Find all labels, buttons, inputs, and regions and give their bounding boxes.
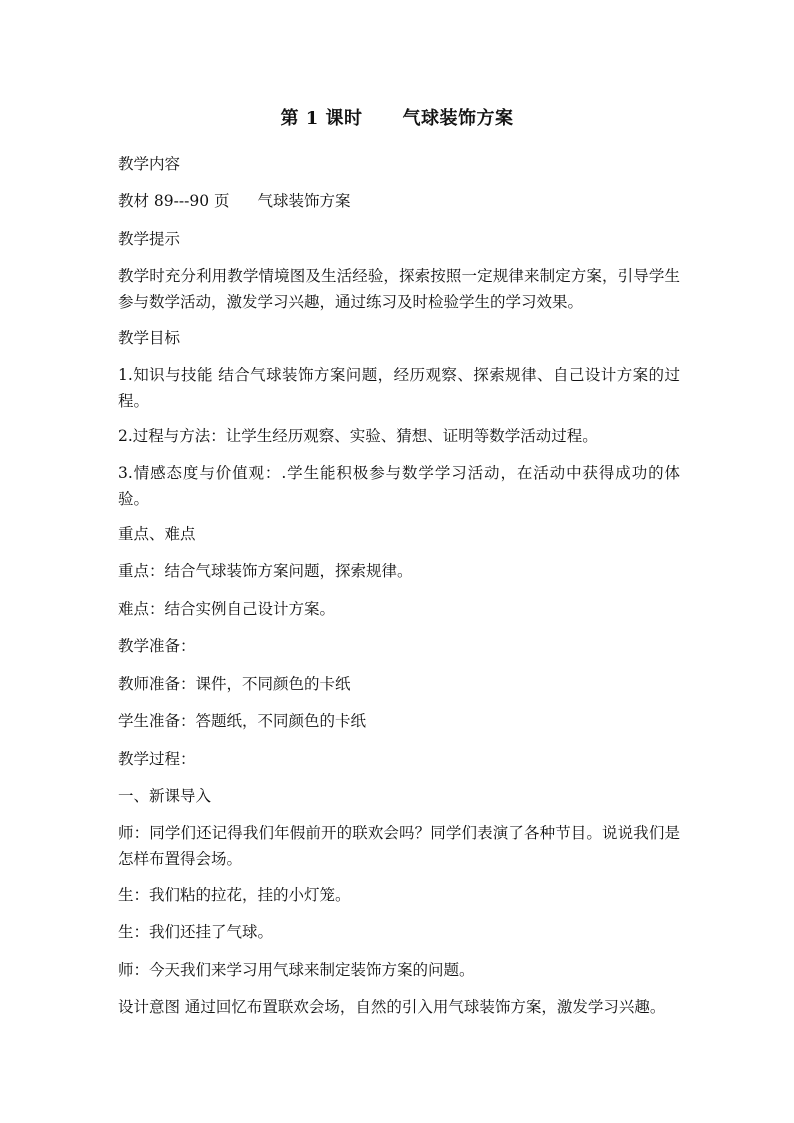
teaching-hint-text: 教学时充分利用教学情境图及生活经验，探索按照一定规律来制定方案，引导学生参与数学活动，激发学习兴趣，通过练习及时检验学生的学习效果。 [118,267,680,311]
teaching-content-text [118,188,680,214]
step-new-lesson-intro: 一、新课导入 [118,787,212,805]
dialog-student-1: 生：我们粘的拉花，挂的小灯笼。 [118,886,351,904]
teaching-content-heading: 教学内容 [118,155,181,173]
goal-knowledge: 1.知识与技能 结合气球装饰方案问题，经历观察、探索规律、自己设计方案的过程。 [118,366,680,410]
preparation-heading: 教学准备： [118,637,196,655]
lesson-number: 第 1 课时 [280,108,363,129]
teaching-goal-heading: 教学目标 [118,329,181,347]
teacher-preparation: 教师准备：课件，不同颜色的卡纸 [118,675,351,693]
topic-name: 气球装饰方案 [257,192,351,210]
dialog-student-2: 生：我们还挂了气球。 [118,923,274,941]
difficult-point: 难点：结合实例自己设计方案。 [118,600,336,618]
dialog-teacher-2: 师：今天我们来学习用气球来制定装饰方案的问题。 [118,961,475,979]
goal-process: 2.过程与方法：让学生经历观察、实验、猜想、证明等数学活动过程。 [118,427,598,445]
textbook-pages: 教材 89---90 页 [118,192,230,210]
key-point: 重点：结合气球装饰方案问题，探索规律。 [118,562,413,580]
goal-attitude: 3.情感态度与价值观：.学生能积极参与数学学习活动，在活动中获得成功的体验。 [118,464,680,508]
lesson-title [0,104,794,130]
student-preparation: 学生准备：答题纸，不同颜色的卡纸 [118,712,367,730]
teaching-hint-heading: 教学提示 [118,230,181,248]
process-heading: 教学过程： [118,750,196,768]
dialog-teacher-1: 师：同学们还记得我们年假前开的联欢会吗？同学们表演了各种节目。说说我们是怎样布置得会场。 [118,824,680,868]
lesson-name: 气球装饰方案 [402,108,514,129]
design-intent: 设计意图 通过回忆布置联欢会场，自然的引入用气球装饰方案，激发学习兴趣。 [118,998,666,1016]
key-difficult-heading: 重点、难点 [118,525,196,543]
